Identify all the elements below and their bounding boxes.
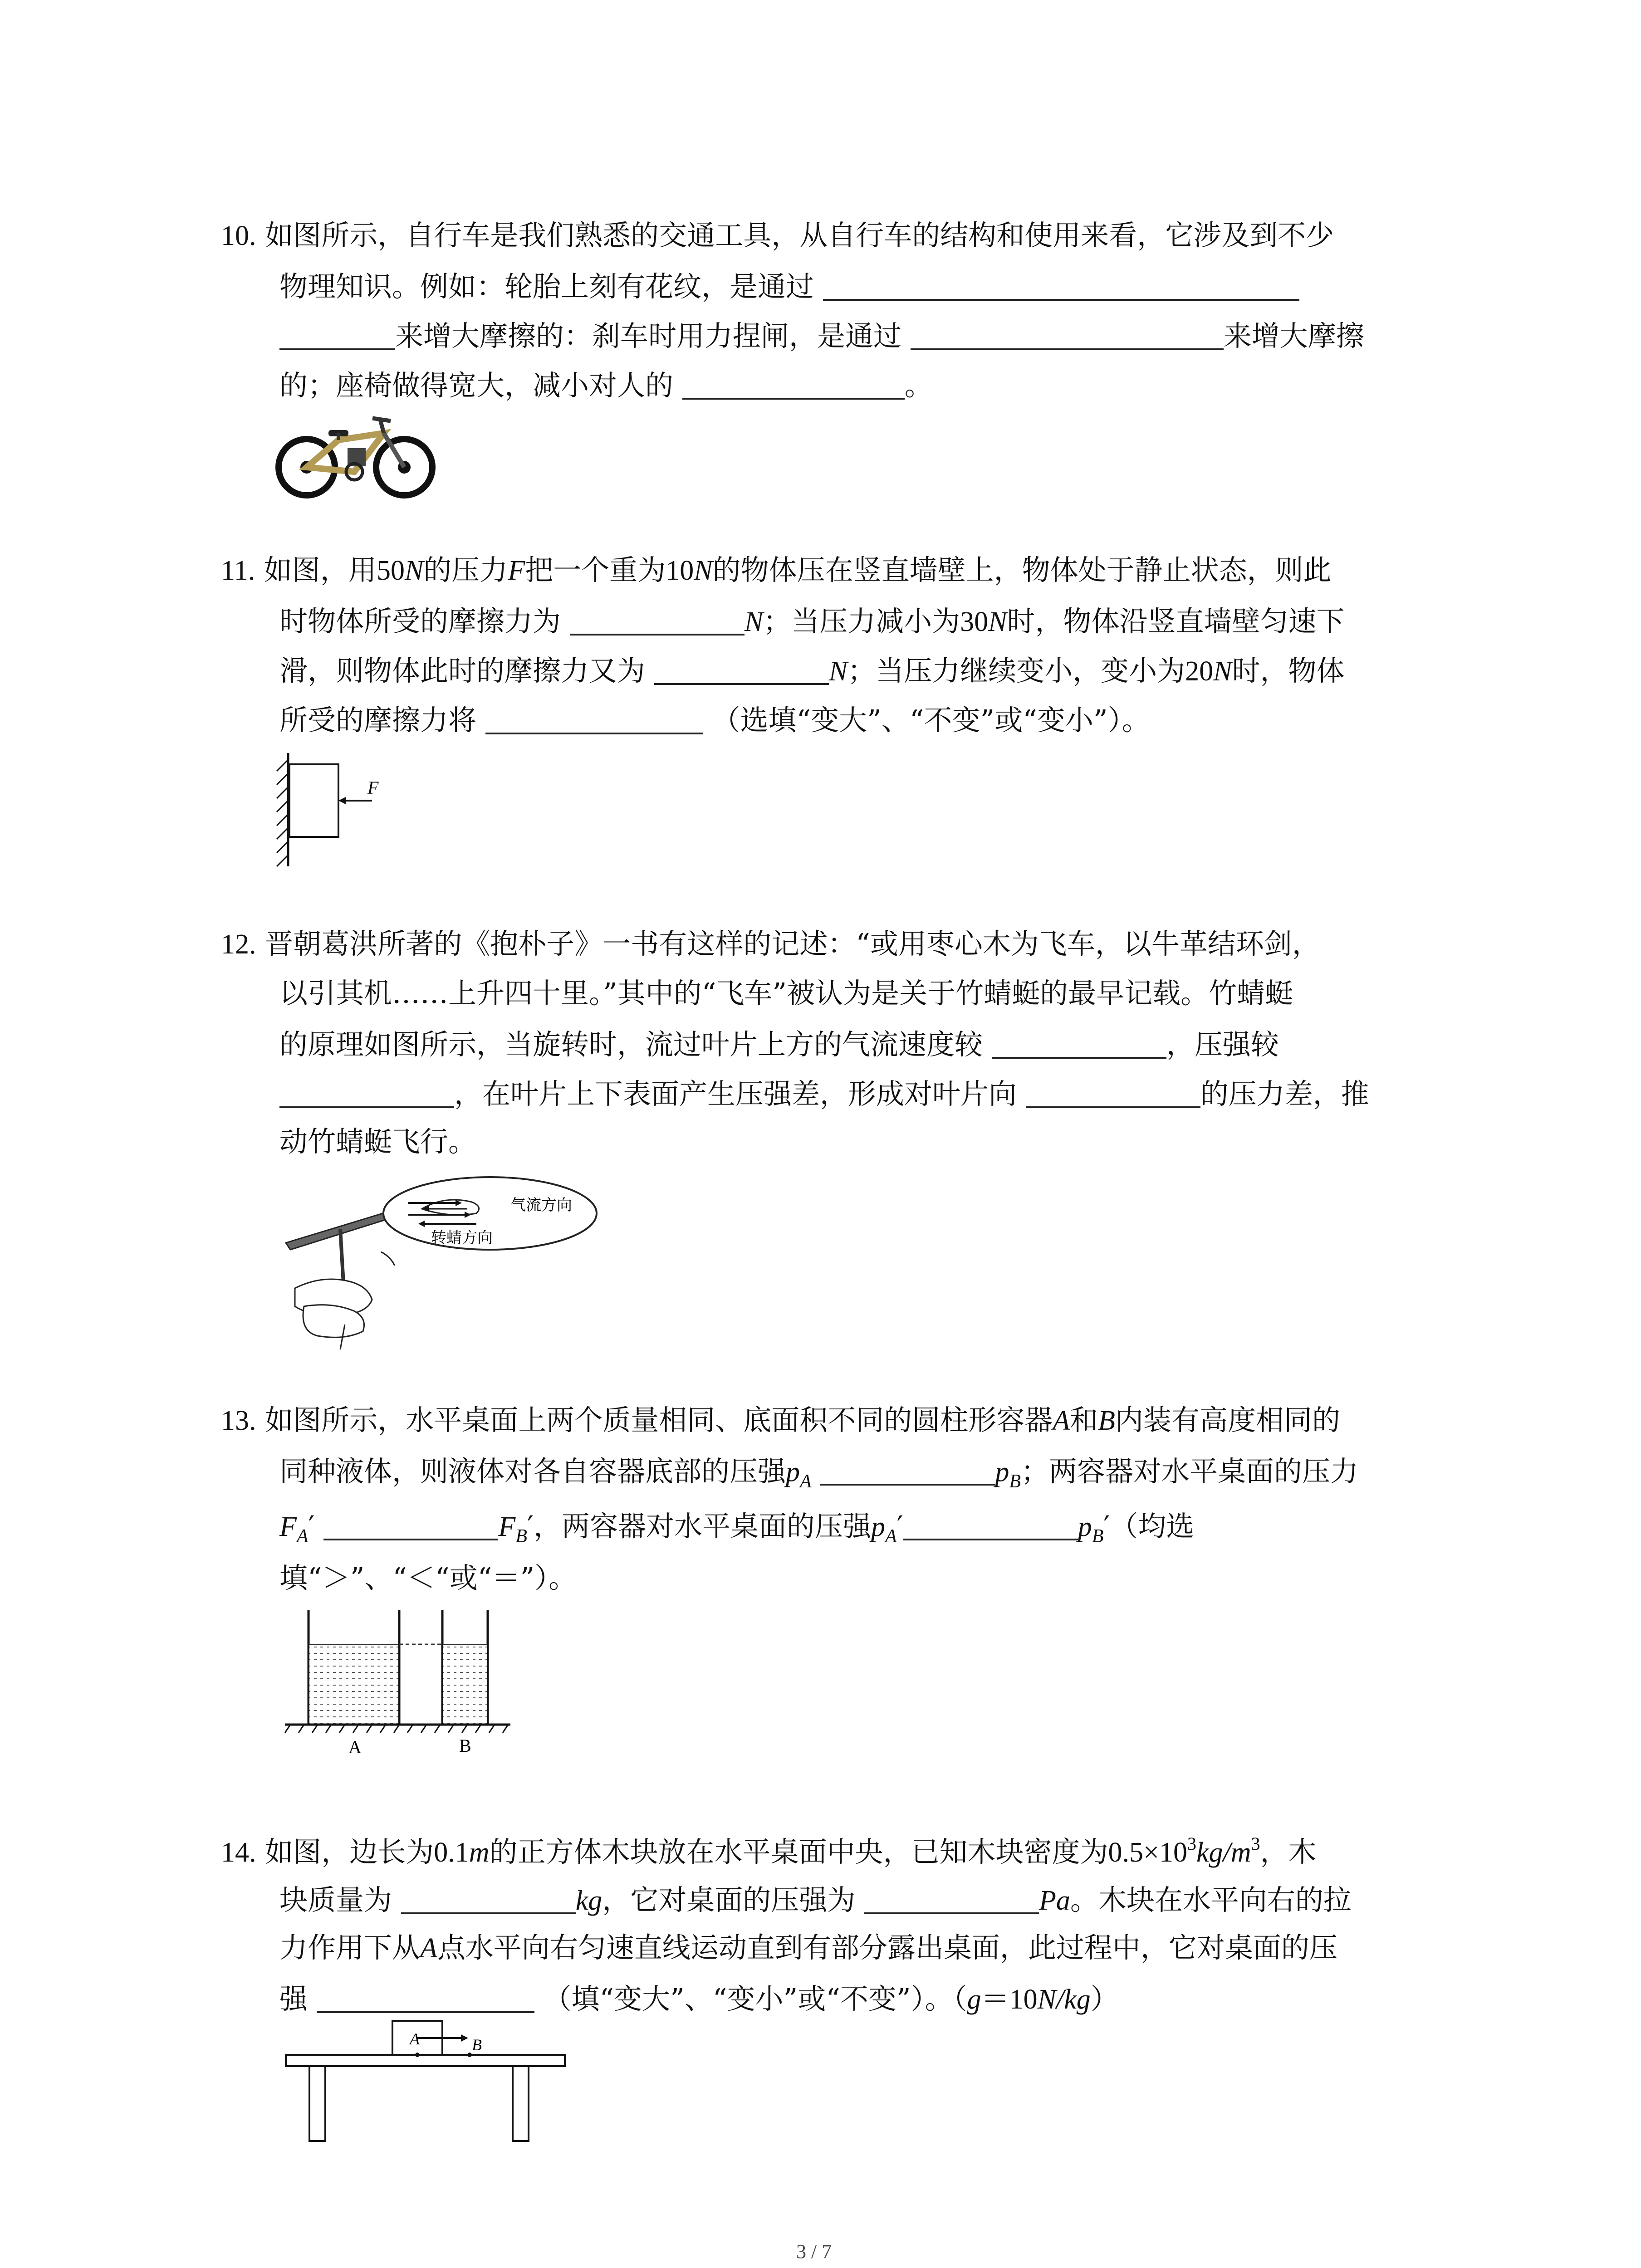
q13-blank-2[interactable] [323,1510,498,1540]
container-a-label: A [348,1737,362,1757]
q13-p-b: p [995,1457,1009,1487]
q14-blank-2[interactable] [864,1884,1039,1914]
q13-f-a-prime: ′ [308,1510,315,1543]
q11-blank-1[interactable] [570,606,745,635]
q13-f-b-prime: ′ [527,1510,534,1543]
q10-text-1: 如图所示，自行车是我们熟悉的交通工具，从自行车的结构和使用来看，它涉及到不少 [265,219,1334,252]
q13-line-1 [221,1403,1341,1437]
q10-text-4b: 。 [904,369,933,402]
page-number: 3 / 7 [796,2240,832,2263]
q14-unit-m: m [469,1837,490,1868]
q13-blank-3[interactable] [903,1510,1078,1540]
q14-g-unit: N/kg [1037,1984,1091,2015]
table-block-figure [281,2016,572,2148]
q14-blank-3[interactable] [317,1983,534,2013]
q11-blank-3[interactable] [485,704,703,734]
q12-text-5: 动竹蜻蜓飞行。 [279,1125,477,1158]
q13-text-1b: 和 [1070,1403,1098,1437]
q14-edge-value: 0.1 [434,1837,469,1868]
q14-unit-kg: kg [575,1885,603,1916]
table-leg-left [309,2066,325,2141]
q13-f-a: F [279,1511,297,1542]
q14-text-1c: ，木 [1260,1835,1317,1868]
q10-blank-1[interactable] [823,271,1299,301]
q14-g-symbol: g [967,1984,981,2015]
container-b-liquid [443,1644,487,1724]
q13-text-2b: ；两容器对水平桌面的压力 [1021,1455,1359,1488]
q12-line-1 [221,927,1320,960]
q12-line-2 [279,977,1293,1010]
q12-text-2: 以引其机……上升四十里。”其中的“飞车”被认为是关于竹蜻蜓的最早记载。竹蜻蜓 [279,977,1293,1010]
q10-line-2 [279,271,1299,301]
q10-line-3 [279,320,1364,350]
q11-text-3a: 滑，则物体此时的摩擦力又为 [279,654,646,687]
q12-text-3b: ，压强较 [1166,1028,1279,1061]
airflow-direction-label: 气流方向 [510,1196,572,1214]
q14-density-value: 0.5×10 [1108,1837,1187,1868]
q13-symbol-b: B [1098,1405,1115,1436]
q13-text-3b: （均选 [1110,1510,1195,1543]
point-b-label: B [472,2036,482,2054]
q13-text-4: 填“＞”、“＜“或“＝”）。 [279,1561,577,1594]
q14-g-value: ＝10 [981,1984,1038,2015]
q11-symbol-f: F [508,555,525,586]
q13-pp-b: p [1078,1511,1092,1542]
container-b-label: B [459,1735,471,1756]
rotation-direction-label: 转蜻方向 [431,1229,493,1247]
q10-line-1 [221,221,1334,250]
q11-line-3 [279,655,1344,685]
q14-text-3a: 力作用下从 [279,1931,421,1964]
q11-text-1b: 的压力 [423,553,508,587]
q11-text-1a: 如图，用 [264,553,377,587]
q12-blank-2[interactable] [279,1078,454,1108]
q14-text-1a: 如图，边长为 [265,1835,434,1868]
q11-unit-n-4: N [988,606,1007,637]
q10-blank-2[interactable] [911,320,1224,350]
q11-force-value: 50 [376,555,405,586]
q11-line-1 [221,553,1332,587]
q12-line-3 [279,1029,1279,1059]
force-f-label: F [367,777,379,798]
q14-symbol-a: A [420,1933,437,1964]
wall-block [289,764,338,837]
q13-symbol-a: A [1053,1405,1070,1436]
q14-unit-pa: Pa [1039,1885,1070,1916]
table-top [286,2055,565,2066]
q11-unit-n-6: N [1213,656,1232,687]
q11-unit-n-2: N [694,555,713,586]
q11-text-1d: 的物体压在竖直墙壁上，物体处于静止状态，则此 [712,553,1332,587]
q11-line-2 [279,606,1344,636]
q14-density-exp: 3 [1187,1833,1196,1854]
q10-line-4 [279,370,933,400]
q13-text-1a: 如图所示，水平桌面上两个质量相同、底面积不同的圆柱形容器 [265,1403,1053,1437]
q13-p-a: p [786,1457,800,1487]
q10-text-4a: 的；座椅做得宽大，减小对人的 [279,369,674,402]
q13-pp-a-sub: A [885,1526,897,1547]
q14-line-3 [279,1931,1337,1964]
q11-weight-value: 10 [666,555,694,586]
point-a-label: A [410,2030,420,2048]
q12-line-4 [279,1078,1369,1108]
table-leg-right [513,2066,529,2141]
q13-p-b-sub: B [1009,1471,1021,1492]
q14-text-2b: ，它对桌面的压强为 [602,1883,856,1916]
q10-text-3b: 来增大摩擦 [1223,319,1364,352]
q10-text-2: 物理知识。例如：轮胎上刻有花纹，是通过 [279,270,814,303]
bicycle-figure [275,408,438,508]
q13-p-a-sub: A [800,1471,812,1492]
q12-blank-1[interactable] [992,1029,1166,1059]
q13-number: 13. [221,1405,256,1436]
q14-line-1 [221,1835,1317,1867]
q14-line-4 [279,1983,1119,2014]
q13-f-b-sub: B [515,1526,527,1547]
q14-text-2c: 。木块在水平向右的拉 [1070,1883,1352,1916]
q12-text-1: 晋朝葛洪所著的《抱朴子》一书有这样的记述：“或用枣心木为飞车，以牛革结环剑， [265,927,1320,960]
q14-text-4c: ） [1090,1982,1119,2015]
q11-text-4a: 所受的摩擦力将 [279,704,477,737]
q14-density-unit-exp: 3 [1251,1833,1260,1854]
q12-number: 12. [221,929,256,960]
q14-density-unit: kg/m [1196,1837,1251,1868]
q11-text-3c: 时，物体 [1232,654,1345,687]
q13-pp-a: p [871,1511,885,1542]
q14-text-1b: 的正方体木块放在水平桌面中央，已知木块密度为 [489,1835,1108,1868]
q11-text-2a: 时物体所受的摩擦力为 [279,605,561,638]
q13-pp-a-prime: ′ [896,1510,903,1543]
q10-text-3a: 来增大摩擦的：刹车时用力捏闸，是通过 [395,319,902,352]
q11-text-3b: ；当压力继续变小，变小为 [847,654,1185,687]
q13-line-4 [279,1561,577,1594]
q10-blank-1-cont[interactable] [279,320,395,350]
q11-text-2c: 时，物体沿竖直墙壁匀速下 [1007,605,1345,638]
q12-blank-3[interactable] [1026,1078,1200,1108]
q12-text-4b: 的压力差，推 [1200,1077,1369,1110]
q11-unit-n-5: N [828,656,848,687]
q11-pressure-20: 20 [1185,656,1214,687]
q14-text-3b: 点水平向右匀速直线运动直到有部分露出桌面，此过程中，它对桌面的压 [437,1931,1337,1964]
q14-text-4a: 强 [279,1982,308,2015]
q11-text-4b: （选填“变大”、“不变”或“变小”）。 [712,704,1150,737]
q11-number: 11. [221,555,255,586]
q14-text-4b: （填“变大”、“变小”或“不变”）。（ [543,1982,967,2015]
q13-blank-1[interactable] [820,1456,995,1486]
q13-text-2a: 同种液体，则液体对各自容器底部的压强 [279,1455,786,1488]
q14-blank-1[interactable] [401,1884,576,1914]
q12-text-3a: 的原理如图所示，当旋转时，流过叶片上方的气流速度较 [279,1028,983,1061]
q13-pp-b-prime: ′ [1103,1510,1110,1543]
q11-blank-2[interactable] [654,655,829,685]
q13-line-3 [279,1510,1194,1546]
q11-line-4 [279,704,1150,737]
q10-number: 10. [221,220,256,251]
q12-text-4a: ，在叶片上下表面产生压强差，形成对叶片向 [454,1077,1017,1110]
q13-text-3a: ，两容器对水平桌面的压强 [533,1510,871,1543]
q14-number: 14. [221,1837,256,1868]
q14-text-2a: 块质量为 [279,1883,392,1916]
q13-text-1c: 内装有高度相同的 [1115,1403,1341,1437]
q13-f-b: F [498,1511,516,1542]
q13-f-a-sub: A [296,1526,309,1547]
q12-line-5 [279,1125,477,1158]
q13-line-2 [279,1456,1358,1491]
bamboo-dragonfly-figure [277,1175,622,1352]
q11-unit-n-1: N [404,555,424,586]
q11-text-1c: 把一个重为 [525,553,666,587]
wall-block-figure [263,751,413,869]
q11-pressure-30: 30 [960,606,989,637]
q10-blank-3[interactable] [682,370,905,400]
container-a-liquid [309,1644,398,1724]
q13-pp-b-sub: B [1092,1526,1104,1547]
containers-figure [281,1606,517,1762]
q11-unit-n-3: N [744,606,764,637]
q11-text-2b: ；当压力减小为 [763,605,960,638]
q14-line-2 [279,1884,1352,1915]
